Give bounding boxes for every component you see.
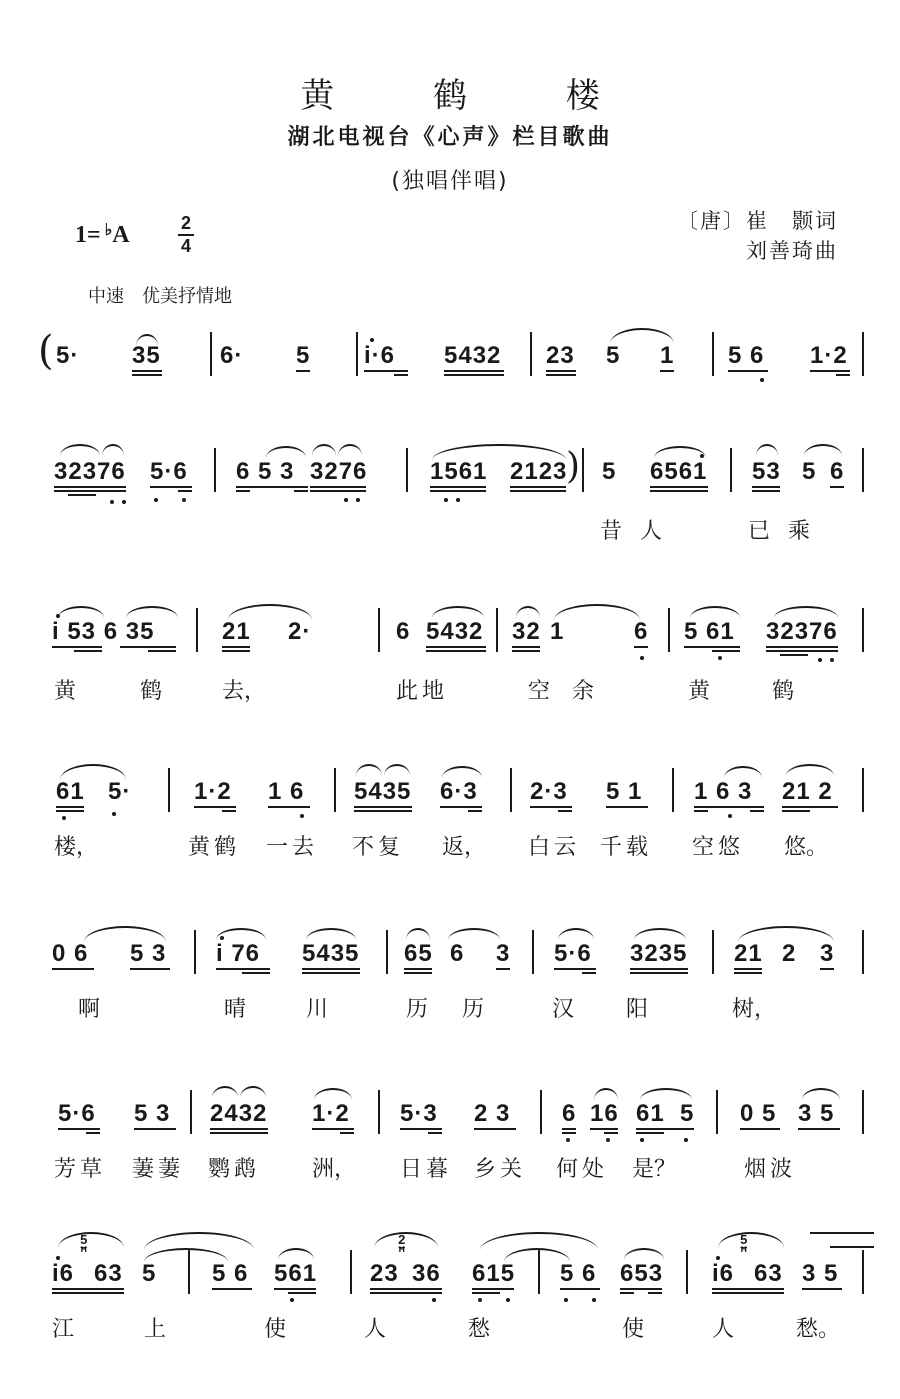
note: i6: [52, 1260, 75, 1287]
note: 5·: [56, 342, 80, 369]
lyric: 鹤: [772, 679, 795, 704]
lyric: 日暮: [400, 1157, 453, 1182]
composer: 刘善琦曲: [746, 239, 838, 263]
note: 32376: [54, 458, 126, 485]
note: 3: [496, 940, 511, 967]
note: 3: [820, 940, 835, 967]
barline: [350, 1250, 352, 1294]
note: 615: [472, 1260, 516, 1287]
barline: [356, 332, 358, 376]
lyric: 愁: [468, 1317, 491, 1342]
barline: [406, 448, 408, 492]
note: 61: [636, 1100, 665, 1127]
lyric: 人: [364, 1317, 387, 1342]
lyric: 一去: [266, 835, 319, 860]
note: 5: [802, 458, 817, 485]
note: 1·2: [810, 342, 848, 369]
lyric: 何处: [556, 1157, 609, 1182]
lyric: 去，: [222, 679, 267, 704]
note: 6 5 3: [236, 458, 295, 485]
lyric: 萋萋: [132, 1157, 185, 1182]
lyric: 芳草: [54, 1157, 107, 1182]
note: i6: [712, 1260, 735, 1287]
barline: [196, 608, 198, 652]
note: 21 2: [782, 778, 833, 805]
time-top: 2: [180, 213, 191, 233]
song-subtitle: 湖北电视台《心声》栏目歌曲: [287, 125, 613, 150]
note: 3 5: [798, 1100, 835, 1127]
time-signature: [178, 214, 194, 256]
barline: [188, 1250, 190, 1294]
lyric: 上: [144, 1317, 167, 1342]
note: 0 6: [52, 940, 89, 967]
key-signature: [75, 222, 130, 249]
barline: [668, 608, 670, 652]
lyric: 千载: [600, 835, 653, 860]
lyric: 余: [572, 679, 595, 704]
note: 5 1: [606, 778, 643, 805]
note: 5432: [426, 618, 484, 645]
lyric: 是？: [632, 1157, 677, 1182]
barline: [190, 1090, 192, 1134]
lyricist: 〔唐〕崔 颢词: [677, 209, 838, 233]
barline: [672, 768, 674, 812]
note: i·6: [364, 342, 396, 369]
note: 5435: [354, 778, 412, 805]
grace-note: 5 ꟸ: [740, 1232, 748, 1259]
barline: [168, 768, 170, 812]
note: 6: [634, 618, 649, 645]
note: 1: [550, 618, 565, 645]
note: 2 3: [474, 1100, 511, 1127]
note: 1561: [430, 458, 488, 485]
barline: [862, 1250, 864, 1294]
barline: [862, 1090, 864, 1134]
note: 5 6: [560, 1260, 597, 1287]
note: 36: [412, 1260, 441, 1287]
barline: [862, 930, 864, 974]
note: 32376: [766, 618, 838, 645]
open-paren: (: [38, 328, 54, 374]
note: 61: [56, 778, 85, 805]
barline: [730, 448, 732, 492]
barline: [538, 1250, 540, 1294]
note: 65: [404, 940, 433, 967]
note: 561: [274, 1260, 318, 1287]
note: 6: [450, 940, 465, 967]
lyric: 楼，: [54, 835, 99, 860]
lyric: 洲，: [312, 1157, 357, 1182]
grace-note: 2 ꟸ: [398, 1232, 406, 1259]
song-title: 黄 鹤 楼: [300, 76, 644, 116]
note: 1: [660, 342, 675, 369]
barline: [862, 608, 864, 652]
lyric: 黄: [688, 679, 711, 704]
note: 1 6: [268, 778, 305, 805]
note: 2·3: [530, 778, 568, 805]
barline: [378, 608, 380, 652]
barline: [530, 332, 532, 376]
lyric: 空悠: [692, 835, 745, 860]
key-note: A: [112, 222, 130, 248]
barline: [496, 608, 498, 652]
note: 3276: [310, 458, 368, 485]
note: 1·2: [194, 778, 232, 805]
time-bottom: 4: [180, 236, 191, 256]
note: 23: [546, 342, 575, 369]
note: 2432: [210, 1100, 268, 1127]
note: 23: [370, 1260, 399, 1287]
lyric: 历: [406, 997, 429, 1022]
note: 2: [782, 940, 797, 967]
note: 5: [680, 1100, 695, 1127]
note: 3235: [630, 940, 688, 967]
lyric: 已乘: [748, 519, 829, 544]
lyric: 历: [462, 997, 485, 1022]
grace-note: 5 ꟸ: [80, 1232, 88, 1259]
note: 2123: [510, 458, 568, 485]
lyric: 黄鹤: [188, 835, 241, 860]
note: 5 61: [684, 618, 735, 645]
close-paren: ): [566, 446, 581, 487]
note: 5 3: [130, 940, 167, 967]
barline: [712, 332, 714, 376]
lyric: 愁。: [796, 1317, 841, 1342]
barline: [716, 1090, 718, 1134]
lyric: 黄: [54, 679, 77, 704]
lyric: 返，: [442, 835, 487, 860]
lyric: 阳: [626, 997, 649, 1022]
note: 35: [132, 342, 161, 369]
lyric: 鹦鹉: [208, 1157, 261, 1182]
note: 63: [94, 1260, 123, 1287]
barline: [540, 1090, 542, 1134]
barline: [582, 448, 584, 492]
note: 6561: [650, 458, 708, 485]
lyric: 悠。: [784, 835, 829, 860]
note: 5·6: [150, 458, 188, 485]
lyric: 不复: [352, 835, 405, 860]
barline: [386, 930, 388, 974]
barline: [194, 930, 196, 974]
lyric: 使: [264, 1317, 287, 1342]
note: 32: [512, 618, 541, 645]
note: 5: [602, 458, 617, 485]
note: 5·: [108, 778, 132, 805]
lyric: 川: [306, 997, 329, 1022]
barline: [712, 930, 714, 974]
barline: [686, 1250, 688, 1294]
note: 6·3: [440, 778, 478, 805]
note: 5·3: [400, 1100, 438, 1127]
note: i 76: [216, 940, 261, 967]
note: 5435: [302, 940, 360, 967]
note: 6: [396, 618, 411, 645]
lyric: 人: [712, 1317, 735, 1342]
barline: [334, 768, 336, 812]
lyric: 昔人: [600, 519, 681, 544]
note: 3 5: [802, 1260, 839, 1287]
lyric: 树，: [732, 997, 777, 1022]
note: 5 6: [728, 342, 765, 369]
note: 1 6 3: [694, 778, 753, 805]
note: 6: [562, 1100, 577, 1127]
barline: [862, 332, 864, 376]
lyric: 使: [622, 1317, 645, 1342]
note: 5 3: [134, 1100, 171, 1127]
barline: [214, 448, 216, 492]
lyric: 江: [52, 1317, 75, 1342]
lyric: 空: [528, 679, 551, 704]
credits: [677, 206, 838, 266]
barline: [862, 768, 864, 812]
note: i 53 6 35: [52, 618, 155, 645]
note: 16: [590, 1100, 619, 1127]
note: 5: [606, 342, 621, 369]
barline: [862, 448, 864, 492]
note: 21: [222, 618, 251, 645]
note: 5432: [444, 342, 502, 369]
note: 5: [142, 1260, 157, 1287]
note: 6: [830, 458, 845, 485]
lyric: 烟波: [744, 1157, 797, 1182]
barline: [532, 930, 534, 974]
key-prefix: 1=: [75, 222, 101, 248]
performance-form: (独唱伴唱): [391, 169, 509, 194]
note: 5·6: [554, 940, 592, 967]
lyric: 白云: [528, 835, 581, 860]
note: 21: [734, 940, 763, 967]
lyric: 汉: [552, 997, 575, 1022]
note: 5·6: [58, 1100, 96, 1127]
note: 0 5: [740, 1100, 777, 1127]
note: 5: [296, 342, 311, 369]
barline: [210, 332, 212, 376]
flat-icon: ♭: [104, 222, 113, 239]
lyric: 晴: [224, 997, 247, 1022]
tempo-marking: 中速 优美抒情地: [88, 286, 232, 307]
lyric: 此地: [396, 679, 449, 704]
note: 1·2: [312, 1100, 350, 1127]
barline: [510, 768, 512, 812]
note: 653: [620, 1260, 664, 1287]
barline: [378, 1090, 380, 1134]
lyric: 鹤: [140, 679, 163, 704]
note: 5 6: [212, 1260, 249, 1287]
note: 2·: [288, 618, 312, 645]
lyric: 啊: [78, 997, 101, 1022]
note: 6·: [220, 342, 244, 369]
note: 53: [752, 458, 781, 485]
lyric: 乡关: [474, 1157, 527, 1182]
note: 63: [754, 1260, 783, 1287]
